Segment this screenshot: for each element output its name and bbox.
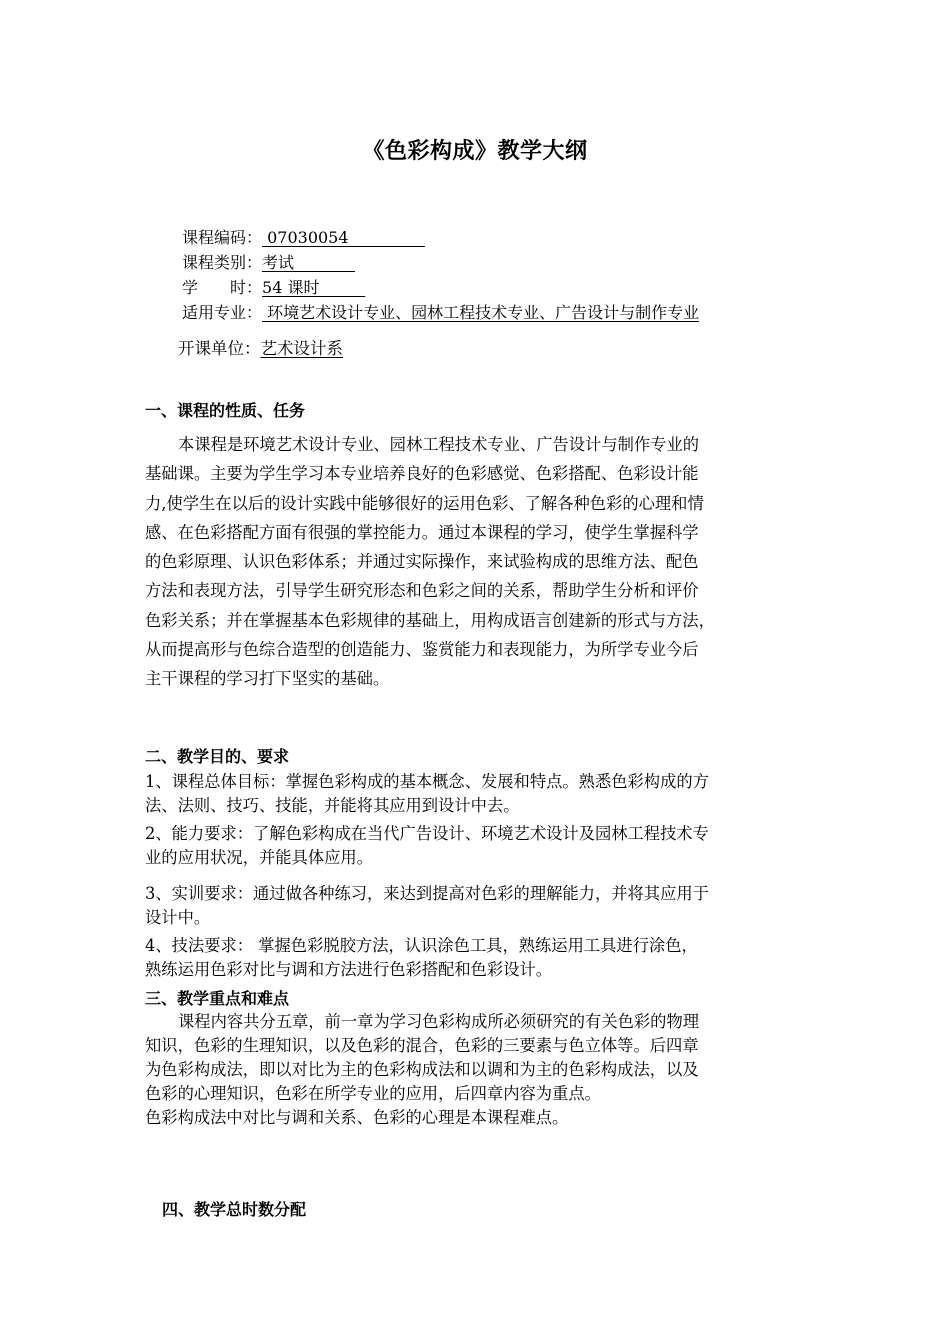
- course-dept-row: [178, 338, 343, 360]
- course-type-underline: [294, 253, 355, 272]
- section3-body: [145, 1010, 807, 1130]
- course-code-row: [182, 227, 425, 249]
- course-hours-row: [182, 277, 365, 299]
- section3-line: 知识，色彩的生理知识，以及色彩的混合，色彩的三要素与色立体等。后四章: [145, 1036, 699, 1055]
- section1-line: 主干课程的学习打下坚实的基础。: [145, 669, 390, 689]
- course-dept-label: 开课单位：: [178, 339, 261, 358]
- section3-line: 课程内容共分五章，前一章为学习色彩构成所必须研究的有关色彩的物理: [178, 1012, 700, 1031]
- section3-line: 色彩的心理知识，色彩在所学专业的应用，后四章内容为重点。: [145, 1084, 601, 1103]
- course-type-label: 课程类别：: [182, 253, 263, 272]
- section2-item4: [145, 934, 807, 982]
- section2-item1: [145, 770, 807, 818]
- section3-line: 为色彩构成法，即以对比为主的色彩构成法和以调和为主的色彩构成法，以及: [145, 1060, 699, 1079]
- section1-body: [145, 430, 807, 694]
- section3-heading: 三、教学重点和难点: [145, 989, 290, 1008]
- section4-heading: 四、教学总时数分配: [162, 1200, 307, 1219]
- course-major-row: [182, 302, 699, 324]
- section2-item1-line: 1、课程总体目标：掌握色彩构成的基本概念、发展和特点。熟悉色彩构成的方: [145, 772, 709, 791]
- course-code-label: 课程编码：: [182, 228, 263, 247]
- course-type-value: 考试: [262, 253, 295, 272]
- section2-item2: [145, 822, 807, 870]
- course-hours-label: 学 时：: [182, 278, 263, 297]
- section3-note: 色彩构成法中对比与调和关系、色彩的心理是本课程难点。: [145, 1108, 569, 1127]
- section2-item2-line: 业的应用状况，并能具体应用。: [145, 848, 373, 867]
- course-hours-value: 54 课时: [262, 278, 320, 297]
- page-title: 《色彩构成》教学大纲: [362, 139, 588, 164]
- section1-line: 基础课。主要为学生学习本专业培养良好的色彩感觉、色彩搭配、色彩设计能: [145, 464, 699, 484]
- course-major-label: 适用专业：: [182, 303, 263, 322]
- section2-item3-line: 设计中。: [145, 908, 211, 927]
- course-code-underline: [354, 228, 425, 247]
- section2-item4-line: 4、技法要求： 掌握色彩脱胶方法，认识涂色工具，熟练运用工具进行涂色，: [145, 936, 698, 955]
- course-hours-underline: [319, 278, 365, 297]
- course-dept-value: 艺术设计系: [260, 339, 343, 358]
- section2-item1-line: 法、法则、技巧、技能，并能将其应用到设计中去。: [145, 796, 520, 815]
- section1-line: 感、在色彩搭配方面有很强的掌控能力。通过本课程的学习，使学生掌握科学: [145, 522, 699, 542]
- course-type-row: [182, 252, 355, 274]
- section1-line: 方法和表现方法，引导学生研究形态和色彩之间的关系，帮助学生分析和评价: [145, 581, 699, 601]
- section2-item2-line: 2、能力要求：了解色彩构成在当代广告设计、环境艺术设计及园林工程技术专: [145, 824, 709, 843]
- section1-line: 的色彩原理、认识色彩体系；并通过实际操作，来试验构成的思维方法、配色: [145, 552, 699, 572]
- section1-line: 从而提高形与色综合造型的创造能力、鉴赏能力和表现能力，为所学专业今后: [145, 640, 699, 660]
- section1-heading: 一、课程的性质、任务: [145, 401, 306, 420]
- course-code-value: 07030054: [262, 228, 354, 247]
- section1-line: 力,使学生在以后的设计实践中能够很好的运用色彩、了解各种色彩的心理和情: [145, 493, 704, 513]
- course-major-value: 环境艺术设计专业、园林工程技术专业、广告设计与制作专业: [262, 303, 700, 322]
- section2-item3: [145, 882, 807, 930]
- section1-line: 色彩关系；并在掌握基本色彩规律的基础上，用构成语言创建新的形式与方法，: [145, 610, 715, 630]
- section2-item3-line: 3、实训要求：通过做各种练习，来达到提高对色彩的理解能力，并将其应用于: [145, 884, 709, 903]
- section2-heading: 二、教学目的、要求: [145, 747, 290, 766]
- section2-item4-line: 熟练运用色彩对比与调和方法进行色彩搭配和色彩设计。: [145, 960, 553, 979]
- section1-line: 本课程是环境艺术设计专业、园林工程技术专业、广告设计与制作专业的: [178, 435, 700, 454]
